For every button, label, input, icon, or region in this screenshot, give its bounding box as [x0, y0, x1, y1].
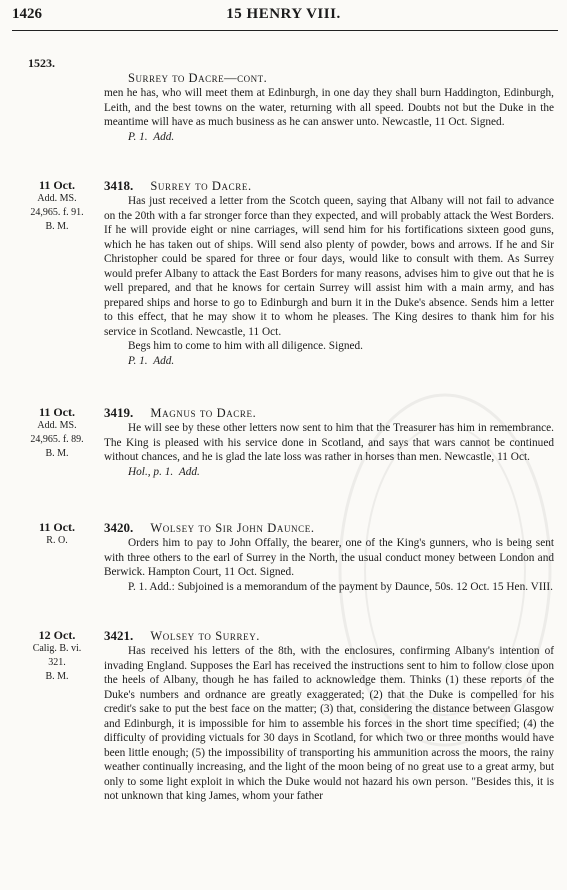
foot-pages: P. 1. [128, 130, 148, 143]
entry-heading [104, 405, 554, 421]
margin-note-3418 [18, 178, 96, 234]
foot-pages: P. 1. [128, 354, 148, 367]
entry-title: Wolsey to Sir John Daunce. [150, 521, 315, 535]
source-ref: R. O. [46, 535, 68, 546]
entry-number: 3421. [104, 628, 134, 643]
entry-extra: Begs him to come to him with all diligence. Signed. [128, 340, 364, 352]
entry-text: He will see by these other letters now sent to him that the Treasurer has him in remembrance. The King is pleased with his service done in Scotland, and says that wars cannot be continued without chances, and he is glad the late loss was rather in horses than men. Newcastle, 11 Oct. [104, 422, 554, 463]
running-title: 15 HENRY VIII. [226, 6, 341, 22]
entry-foot [104, 354, 554, 369]
entry-number: 3420. [104, 520, 134, 535]
entry-title: Magnus to Dacre. [150, 406, 257, 420]
entry-date: 12 Oct. [38, 628, 76, 642]
entry-date: 11 Oct. [39, 178, 75, 192]
foot-pages: Hol., p. 1. [128, 465, 174, 478]
entry-date: 11 Oct. [39, 405, 75, 419]
header-rule [12, 30, 558, 31]
continuation-foot [104, 130, 554, 145]
continuation-text: men he has, who will meet them at Edinburgh, in one day they shall burn Haddington, Edinburgh, Leith, and the best towns on the water, returning with all speed. Doubts not but the Duke in the meantime will have as much business as he can answer unto. Newcastle, 11 Oct. Signed. [104, 87, 554, 128]
source-ref: 321. [48, 657, 66, 668]
continuation-entry [104, 70, 554, 144]
source-ref: B. M. [45, 448, 69, 459]
entry-heading [104, 628, 554, 644]
entry-3419 [104, 405, 554, 479]
source-ref: 24,965. f. 91. [30, 207, 84, 218]
year-marker: 1523. [28, 56, 55, 70]
foot-note: Add. [153, 354, 175, 367]
margin-note-3420 [18, 520, 96, 548]
source-ref: B. M. [45, 221, 69, 232]
entry-date: 11 Oct. [39, 520, 75, 534]
entry-text: Has just received a letter from the Scotch queen, saying that Albany will not fail to advance on the 20th with a far stronger force than they expected, and will probably attack the West Borders. If he will provide eight or nine carriages, will send him for his fortifications sixteen good guns, which he has taken out of ships. Will send also plenty of powder, bows and arrows. If he and Sir Christopher could be spared for three or four days, would like to consult with them. As Surrey would prefer Albany to attack the East Borders for many reasons, advises him to give out that he is well prepared, and that he knows for certain Surrey will assist him with a main army, and has prepared ships and horse to go to Edinburgh and burn it in the Duke's absence. Sends him a letter to this effect, that he may show it to whom he pleases. The King desires to thank him for his service in Scotland. Newcastle, 11 Oct. [104, 195, 554, 338]
entry-number: 3419. [104, 405, 134, 420]
entry-3418 [104, 178, 554, 368]
source-ref: Add. MS. [37, 193, 77, 204]
entry-heading [104, 178, 554, 194]
entry-title: Surrey to Dacre. [150, 179, 252, 193]
entry-number: 3418. [104, 178, 134, 193]
continuation-title: Surrey to Dacre—cont. [128, 71, 268, 85]
foot-note: Add. [153, 130, 175, 143]
source-ref: 24,965. f. 89. [30, 434, 84, 445]
entry-text: Has received his letters of the 8th, with the enclosures, confirming Albany's intention of invading England. Supposes the Earl has received the instructions sent to him to follow close upon the heels of Albany, though he has failed to acknowledge them. Thinks (1) these reports of the Duke's numbers and ordnance are greatly exaggerated; (2) that the Duke is compelled for his credit's sake to put the best face on the matter; (3) that, considering the distance between Glasgow and Edinburgh, it is impossible for him to assemble his forces in the short time specified; (4) the difficulty of providing victuals for 30 days in Scotland, for which two or three months would have been little enough; (5) the impossibility of transporting his ammunition across the moors, the rainy weather continually increasing, and the light of the moon being of no great use to a great army, but only to some light exploit in which the Duke would not hazard his own person. "Besides this, it is not unknown that king James, whom your father [104, 645, 554, 802]
page-number: 1426 [12, 6, 42, 22]
source-ref: Calig. B. vi. [32, 643, 82, 654]
entry-foot [104, 465, 554, 480]
entry-text: Orders him to pay to John Offally, the bearer, one of the King's gunners, who is being sent with three others to the earl of Surrey in the North, the usual conduct money between London and Berwick. Hampton Court, 11 Oct. Signed. [104, 537, 554, 578]
entry-title: Wolsey to Surrey. [150, 629, 261, 643]
foot-note: Add. [178, 465, 200, 478]
entry-3420 [104, 520, 554, 594]
entry-heading [104, 520, 554, 536]
page-header [0, 6, 567, 28]
source-ref: B. M. [45, 671, 69, 682]
entry-3421 [104, 628, 554, 804]
margin-note-3419 [18, 405, 96, 461]
entry-foot: P. 1. Add.: Subjoined is a memorandum of the payment by Daunce, 50s. 12 Oct. 15 Hen. VIII. [128, 580, 553, 593]
margin-note-3421 [18, 628, 96, 684]
source-ref: Add. MS. [37, 420, 77, 431]
